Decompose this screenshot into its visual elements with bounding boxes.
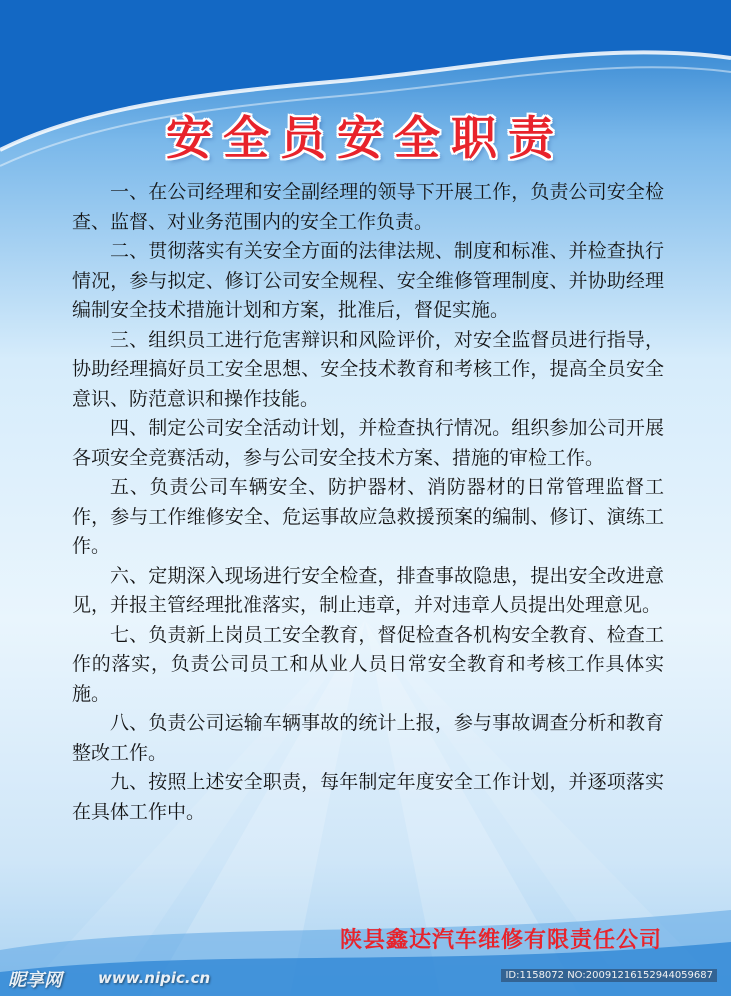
duty-paragraph-9: 九、按照上述安全职责，每年制定年度安全工作计划，并逐项落实在具体工作中。 [72,771,664,823]
company-name: 陕县鑫达汽车维修有限责任公司 [339,928,662,953]
duty-paragraph-4: 四、制定公司安全活动计划，并检查执行情况。组织参加公司开展各项安全竞赛活动，参与公司安全技术方案、措施的审检工作。 [72,417,664,469]
duty-paragraph-2: 二、贯彻落实有关安全方面的法律法规、制度和标准、并检查执行情况，参与拟定、修订公司安全规程、安全维修管理制度、并协助经理编制安全技术措施计划和方案，批准后，督促实施。 [72,240,664,321]
duty-paragraph-1: 一、在公司经理和安全副经理的领导下开展工作，负责公司安全检查、监督、对业务范围内的安全工作负责。 [72,181,664,233]
duty-paragraph-8: 八、负责公司运输车辆事故的统计上报，参与事故调查分析和教育整改工作。 [72,712,664,764]
duty-paragraph-3: 三、组织员工进行危害辩识和风险评价，对安全监督员进行指导，协助经理搞好员工安全思想、安全技术教育和考核工作，提高全员安全意识、防范意识和操作技能。 [72,328,664,410]
duty-paragraph-5: 五、负责公司车辆安全、防护器材、消防器材的日常管理监督工作，参与工作维修安全、危运事故应急救援预案的编制、修订、演练工作。 [72,476,664,557]
duty-paragraph-7: 七、负责新上岗员工安全教育，督促检查各机构安全教育、检查工作的落实，负责公司员工和从业人员日常安全教育和考核工作具体实施。 [72,623,664,705]
duties-list [72,178,664,827]
watermark-logo: 昵享网 [8,970,62,991]
watermark-url: www.nipic.cn [98,969,211,987]
duty-paragraph-6: 六、定期深入现场进行安全检查，排查事故隐患，提出安全改进意见，并报主管经理批准落实，制止违章，并对违章人员提出处理意见。 [72,564,664,616]
page-title: 安全员安全职责 [166,111,565,165]
watermark-id: ID:1158072 NO:20091216152944059687 [501,969,717,982]
